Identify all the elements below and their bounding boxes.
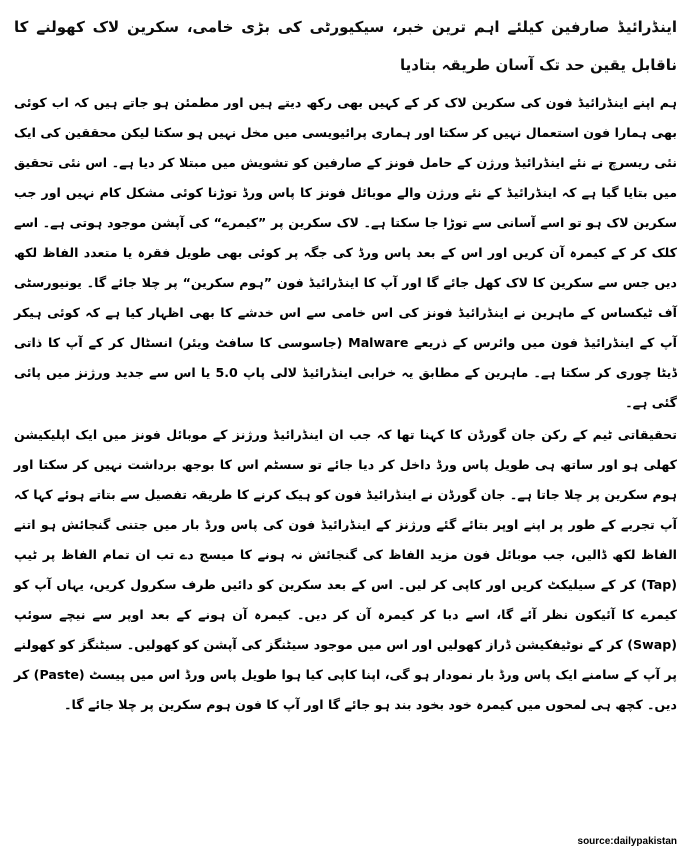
article-paragraph-2: تحقیقاتی ٹیم کے رکن جان گورڈن کا کہنا تھا کہ جب ان اینڈرائیڈ ورژنز کے موبائل فونز میں ایک اپلیکیشن کھلی ہو اور ساتھ ہی طویل پاس ورڈ داخل کر دیا جائے تو سسٹم اس کا بوجھ برداشت نہیں کر سکتا اور ہوم سکرین پر چلا جاتا ہے۔ جان گورڈن نے اینڈرائیڈ فون کو ہیک کرنے کا طریقہ تفصیل سے بتاتے ہوئے کہا کہ آپ تجربے کے طور پر اپنے اوپر بتائے گئے ورژنز کے اینڈرائیڈ فون کی پاس ورڈ بار میں جتنی گنجائش ہو اتنے الفاظ لکھ ڈالیں، جب موبائل فون مزید الفاظ کی گنجائش نہ ہونے کا میسج دے تب ان تمام الفاظ پر ٹیپ (Tap) کر کے سیلیکٹ کریں اور کاپی کر لیں۔ اس کے بعد سکرین کو دائیں طرف سکرول کریں، یہاں آپ کو کیمرے کا آئیکون نظر آئے گا، اسے دبا کر کیمرہ آن کر دیں۔ کیمرہ آن ہونے کے بعد اوپر سے نیچے سوئپ (Swap) کر کے نوٹیفکیشن ڈراز کھولیں اور اس میں موجود سیٹنگز کی آپشن کو کھولیں۔ سیٹنگز کو کھولنے پر آپ کے سامنے ایک پاس ورڈ بار نمودار ہو گی، اپنا کاپی کیا ہوا طویل پاس ورڈ اس میں پیسٹ (Paste) کر دیں۔ کچھ ہی لمحوں میں کیمرہ خود بخود بند ہو جائے گا اور آپ کا فون ہوم سکرین پر چلا جائے گا۔ bbox=[14, 427, 677, 712]
headline: اینڈرائیڈ صارفین کیلئے اہم ترین خبر، سیکیورٹی کی بڑی خامی، سکرین لاک کھولنے کا ناقابل یقین حد تک آسان طریقہ بتادیا bbox=[14, 18, 677, 74]
article bbox=[14, 8, 677, 720]
article-paragraph-1: ہم اپنے اینڈرائیڈ فون کی سکرین لاک کر کے کہیں بھی رکھ دیتے ہیں اور مطمئن ہو جاتے ہیں کہ اب کوئی بھی ہمارا فون استعمال نہیں کر سکتا اور ہماری پرائیویسی میں مخل نہیں ہو سکتا لیکن محققین کی ایک نئی ریسرچ نے نئے اینڈرائیڈ ورژن کے حامل فونز کے صارفین کو تشویش میں مبتلا کر دیا ہے۔ اس نئی تحقیق میں بتایا گیا ہے کہ اینڈرائیڈ کے نئے ورژن والے موبائل فونز کا پاس ورڈ توڑنا کوئی مشکل کام نہیں اور جب سکرین لاک ہو تو اسے آسانی سے توڑا جا سکتا ہے۔ لاک سکرین پر ”کیمرے“ کی آپشن موجود ہوتی ہے۔ اسے کلک کر کے کیمرہ آن کریں اور اس کے بعد پاس ورڈ کی جگہ پر کوئی بھی طویل فقرہ یا متعدد الفاظ لکھ دیں جس سے سکرین کا لاک کھل جائے گا اور آپ کا اینڈرائیڈ فون ”ہوم سکرین“ پر چلا جائے گا۔ یونیورسٹی آف ٹیکساس کے ماہرین نے اینڈرائیڈ فونز کی اس خامی سے اس خدشے کا بھی اظہار کیا ہے کہ کوئی ہیکر آپ کے اینڈرائیڈ فون میں وائرس کے ذریعے Malware (جاسوسی کا سافٹ ویئر) انسٹال کر کے آپ کا ذاتی ڈیٹا چوری کر سکتا ہے۔ ماہرین کے مطابق یہ خرابی اینڈرائیڈ لالی پاپ 5.0 یا اس سے جدید ورژنز میں پائی گئی ہے۔ bbox=[14, 95, 677, 410]
source-credit: source:dailypakistan bbox=[577, 836, 677, 847]
